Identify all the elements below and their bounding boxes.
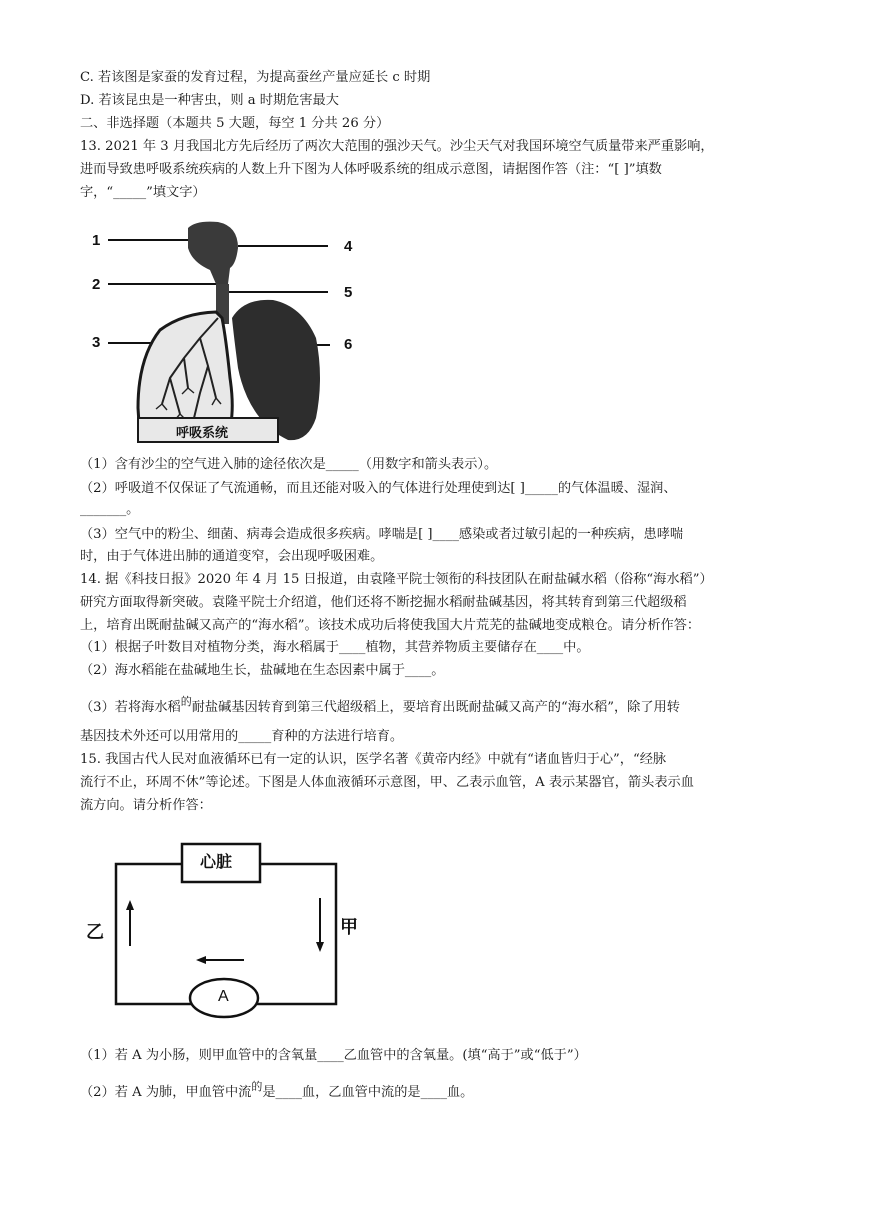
q13-part1: （1）含有沙尘的空气进入肺的途径依次是_____（用数字和箭头表示）。 bbox=[80, 457, 498, 472]
q14-part2: （2）海水稻能在盐碱地生长，盐碱地在生态因素中属于____。 bbox=[80, 663, 445, 678]
q14-stem-2: 研究方面取得新突破。袁隆平院士介绍道，他们还将不断挖掘水稻耐盐碱基因，将其转育到第三代超级稻 bbox=[80, 595, 687, 610]
q13-part3-a: （3）空气中的粉尘、细菌、病毒会造成很多疾病。哮喘是[ ]____感染或者过敏引起的一种疾病，患哮喘 bbox=[80, 527, 684, 542]
q14-part3-b: 基因技术外还可以用常用的_____育种的方法进行培育。 bbox=[80, 729, 404, 744]
resp-label-4: 4 bbox=[344, 238, 353, 255]
vessel-jia-label: 甲 bbox=[340, 917, 358, 937]
resp-label-6: 6 bbox=[344, 336, 353, 353]
q13-part3-b: 时，由于气体进出肺的通道变窄，会出现呼吸困难。 bbox=[80, 549, 384, 564]
resp-label-2: 2 bbox=[92, 276, 101, 293]
q14-stem-1: 14. 据《科技日报》2020 年 4 月 15 日报道，由袁隆平院士领衔的科技团队在耐盐碱水稻（俗称“海水稻”） bbox=[80, 572, 713, 587]
heart-label: 心脏 bbox=[200, 854, 233, 871]
resp-figure-caption: 呼吸系统 bbox=[176, 425, 229, 440]
vessel-yi-label: 乙 bbox=[86, 922, 104, 942]
q13-stem-3: 字，“_____”填文字） bbox=[80, 185, 206, 200]
resp-label-1: 1 bbox=[92, 232, 101, 249]
q13-stem-1: 13. 2021 年 3 月我国北方先后经历了两次大范围的强沙天气。沙尘天气对我国环境空气质量带来严重影响， bbox=[80, 139, 714, 154]
organ-a-label: A bbox=[218, 988, 229, 1005]
q15-part2-text-2: 是____血，乙血管中流的是____血。 bbox=[262, 1085, 474, 1100]
q15-part1: （1）若 A 为小肠，则甲血管中的含氧量____乙血管中的含氧量。(填“高于”或“低于”） bbox=[80, 1048, 587, 1063]
q15-part2-sup: 的 bbox=[251, 1080, 263, 1093]
q14-part3-text-2: 耐盐碱基因转育到第三代超级稻上，要培育出既耐盐碱又高产的“海水稻”，除了用转 bbox=[191, 700, 680, 715]
q13-part2-b: _______。 bbox=[80, 502, 140, 517]
resp-label-5: 5 bbox=[344, 284, 353, 301]
q15-part2-text-1: （2）若 A 为肺，甲血管中流 bbox=[80, 1085, 252, 1100]
q15-stem-1: 15. 我国古代人民对血液循环已有一定的认识，医学名著《黄帝内经》中就有“诸血皆归于心”，“经脉 bbox=[80, 752, 667, 767]
q13-part2-a: （2）呼吸道不仅保证了气流通畅，而且还能对吸入的气体进行处理使到达[ ]_____的气体温暖、湿润、 bbox=[80, 481, 677, 496]
q15-stem-2: 流行不止，环周不休”等论述。下图是人体血液循环示意图，甲、乙表示血管，A 表示某器官，箭头表示血 bbox=[80, 775, 694, 790]
q14-part3-sup: 的 bbox=[180, 695, 192, 708]
resp-label-3: 3 bbox=[92, 334, 101, 351]
q15-stem-3: 流方向。请分析作答： bbox=[80, 798, 212, 813]
q14-stem-3: 上，培育出既耐盐碱又高产的“海水稻”。该技术成功后将使我国大片荒芜的盐碱地变成粮仓。请分析作答： bbox=[80, 618, 701, 633]
respiratory-system-figure bbox=[88, 218, 378, 448]
q15-part2 bbox=[80, 1080, 474, 1103]
q13-stem-2: 进而导致患呼吸系统疾病的人数上升下图为人体呼吸系统的组成示意图，请据图作答（注：“[ ]”填数 bbox=[80, 162, 662, 177]
option-c: C. 若该图是家蚕的发育过程，为提高蚕丝产量应延长 c 时期 bbox=[80, 70, 431, 85]
q14-part3-text-1: （3）若将海水稻 bbox=[80, 700, 181, 715]
option-d: D. 若该昆虫是一种害虫，则 a 时期危害最大 bbox=[80, 93, 339, 108]
q14-part3-a bbox=[80, 695, 680, 718]
section-heading: 二、非选择题（本题共 5 大题，每空 1 分共 26 分） bbox=[80, 116, 390, 131]
q14-part1: （1）根据子叶数目对植物分类，海水稻属于____植物，其营养物质主要储存在____中。 bbox=[80, 640, 590, 655]
